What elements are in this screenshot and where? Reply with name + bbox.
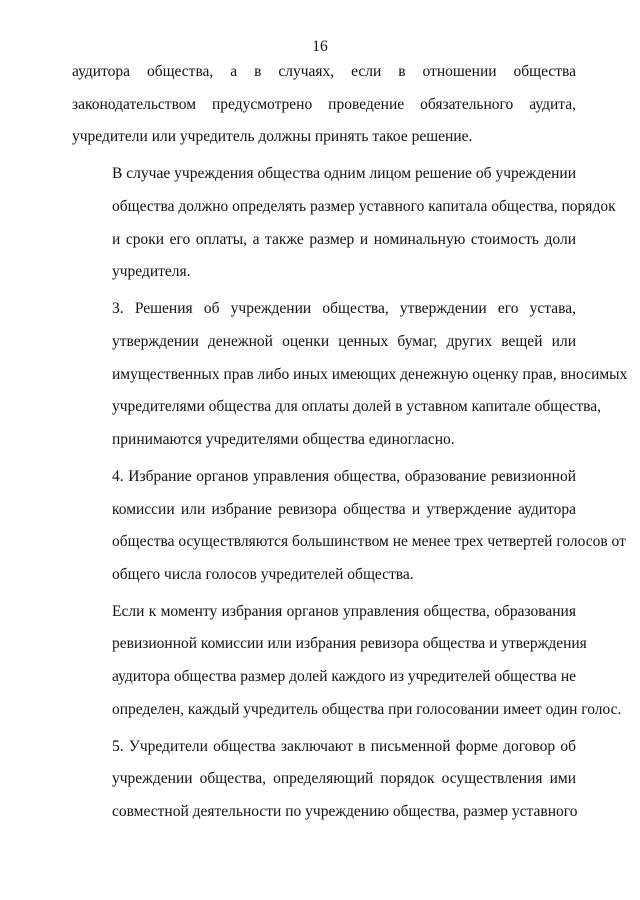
text-line: 5. Учредители общества заключают в письменной форме договор об bbox=[112, 737, 576, 755]
paragraph-auditor-decision bbox=[72, 56, 576, 154]
text-line: Если к моменту избрания органов управления общества, образования bbox=[112, 602, 576, 620]
text-line: В случае учреждения общества одним лицом решение об учреждении bbox=[112, 165, 576, 183]
text-line: учреждении общества, определяющий порядок осуществления ими bbox=[112, 770, 576, 788]
text-line: 3. Решения об учреждении общества, утверждении его устава, bbox=[112, 300, 576, 318]
text-line: утверждении денежной оценки ценных бумаг, других вещей или bbox=[112, 332, 576, 350]
text-line: определен, каждый учредитель общества при голосовании имеет один голос. bbox=[112, 700, 622, 718]
text-line: принимаются учредителями общества единогласно. bbox=[112, 430, 455, 448]
text-line: общего числа голосов учредителей общества. bbox=[112, 565, 414, 583]
text-line: учредителя. bbox=[112, 263, 191, 281]
text-line: общества осуществляются большинством не менее трех четвертей голосов от bbox=[112, 533, 626, 551]
text-line: ревизионной комиссии или избрания ревизора общества и утверждения bbox=[112, 635, 587, 653]
text-line: и сроки его оплаты, а также размер и номинальную стоимость доли bbox=[112, 230, 576, 248]
document-body bbox=[72, 56, 628, 829]
text-line: имущественных прав либо иных имеющих денежную оценку прав, вносимых bbox=[112, 365, 628, 383]
text-line: совместной деятельности по учреждению общества, размер уставного bbox=[112, 803, 578, 821]
text-line: аудитора общества размер долей каждого из учредителей общества не bbox=[112, 668, 576, 686]
text-line: учредители или учредитель должны принять такое решение. bbox=[72, 128, 473, 146]
paragraph-item-3 bbox=[72, 293, 628, 456]
page-number: 16 bbox=[312, 38, 328, 55]
text-line: учредителями общества для оплаты долей в уставном капитале общества, bbox=[112, 398, 601, 416]
text-line: общества должно определять размер уставного капитала общества, порядок bbox=[112, 197, 616, 215]
paragraph-item-4 bbox=[72, 461, 626, 591]
text-line: 4. Избрание органов управления общества, образование ревизионной bbox=[112, 467, 576, 485]
text-line: комиссии или избрание ревизора общества и утверждение аудитора bbox=[112, 500, 576, 518]
text-line: аудитора общества, а в случаях, если в отношении общества bbox=[72, 63, 576, 80]
text-line: законодательством предусмотрено проведение обязательного аудита, bbox=[72, 95, 576, 113]
paragraph-item-5 bbox=[72, 731, 576, 829]
paragraph-share-undetermined bbox=[72, 596, 622, 726]
paragraph-single-founder bbox=[72, 158, 616, 288]
